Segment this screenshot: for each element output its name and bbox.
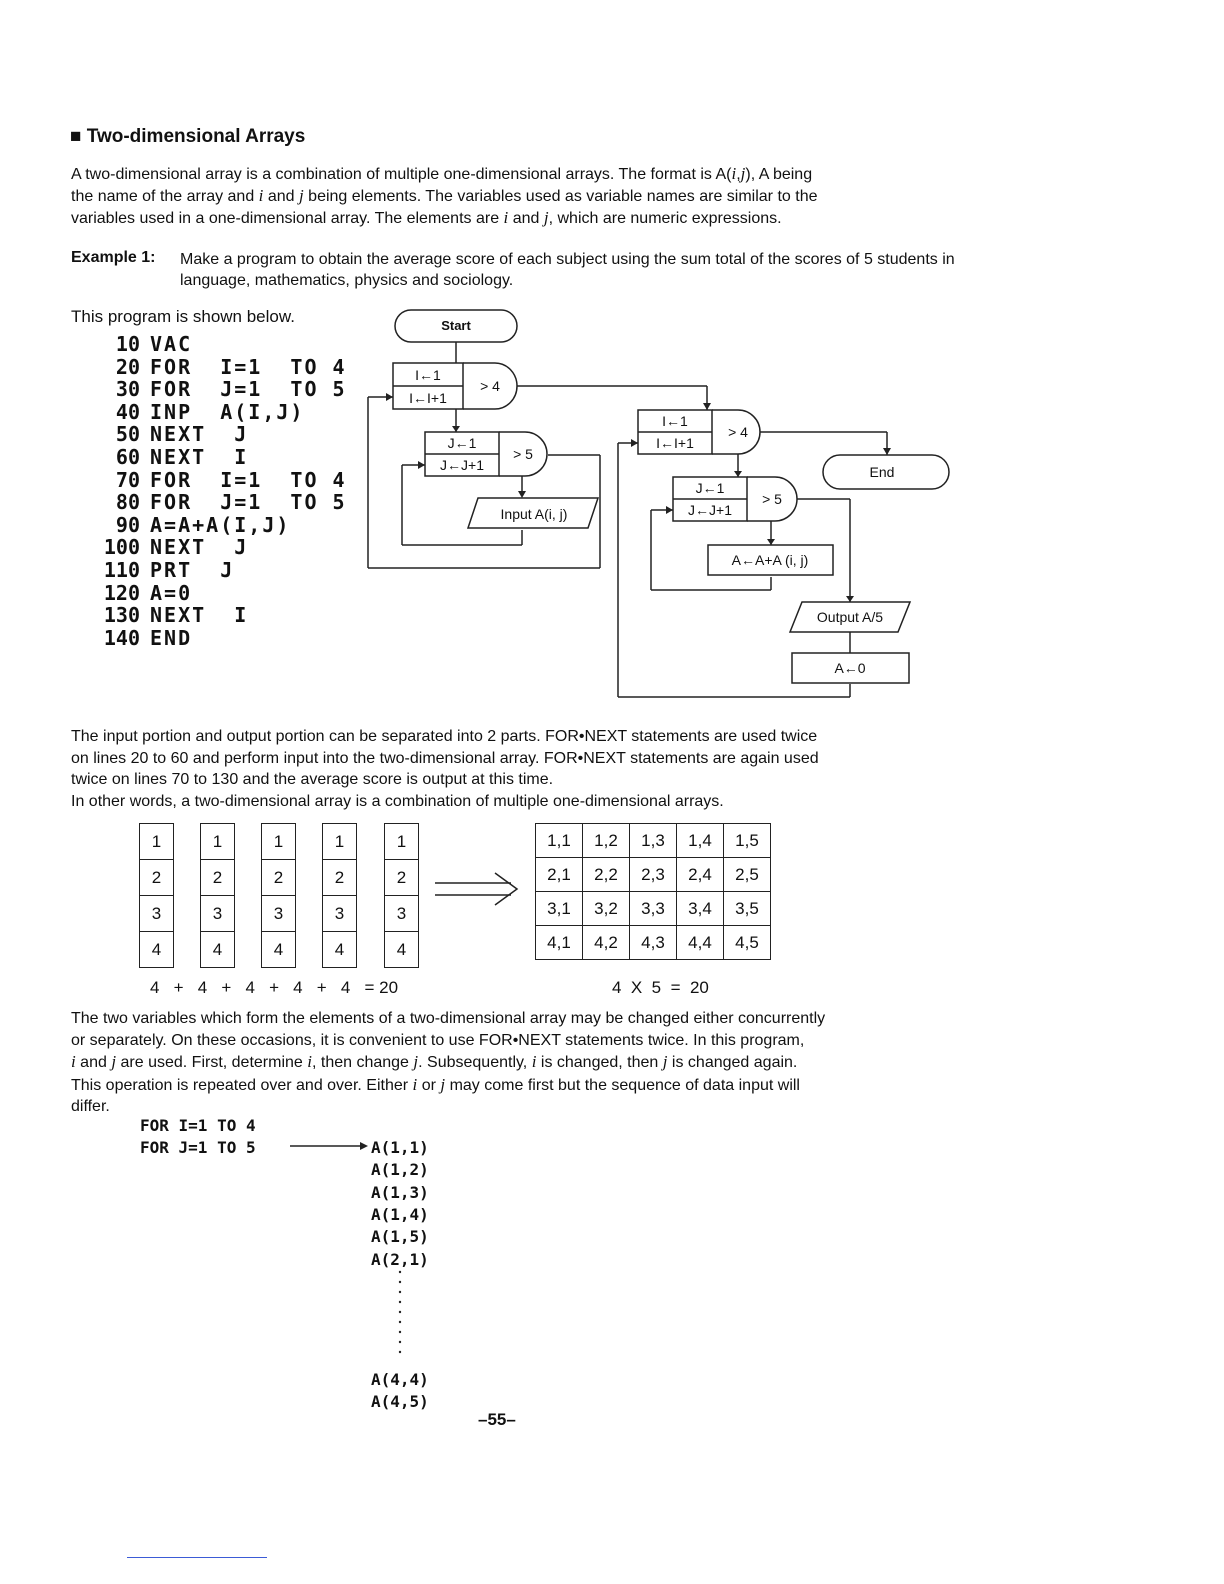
grid-cell: 2,1 <box>536 858 583 892</box>
for-j-line: FOR J=1 TO 5 <box>140 1138 256 1157</box>
for-i-line: FOR I=1 TO 4 <box>140 1116 256 1135</box>
one-dim-array <box>384 823 419 968</box>
one-dim-cell: 3 <box>385 896 418 932</box>
program-line-number: 100 <box>103 535 140 560</box>
grid-cell: 4,3 <box>630 926 677 960</box>
two-dimensional-grid <box>535 823 771 960</box>
grid-cell: 3,3 <box>630 892 677 926</box>
grid-cell: 4,1 <box>536 926 583 960</box>
one-dim-cell: 2 <box>262 860 295 896</box>
one-dim-cell: 2 <box>201 860 234 896</box>
program-line-number: 10 <box>115 332 140 356</box>
grid-cell: 2,4 <box>677 858 724 892</box>
sequence-tail-item: A(4,5) <box>371 1392 429 1412</box>
explanation-paragraph <box>71 726 957 812</box>
grid-cell: 1,1 <box>536 824 583 858</box>
end-label: End <box>869 464 895 480</box>
program-line-number: 30 <box>115 377 140 402</box>
program-line-text: FOR I=1 TO 4 <box>150 354 347 379</box>
concurrency-line-2: or separately. On these occasions, it is convenient to use FOR•NEXT statements twice. In this program, <box>71 1031 805 1049</box>
grid-cell: 3,4 <box>677 892 724 926</box>
one-dim-cell: 2 <box>323 860 356 896</box>
intro-paragraph <box>71 163 957 229</box>
grid-row <box>536 892 771 926</box>
program-line-text: FOR J=1 TO 5 <box>150 490 347 515</box>
one-dim-cell: 3 <box>262 896 295 932</box>
grid-cell: 1,3 <box>630 824 677 858</box>
flowchart <box>360 300 960 705</box>
accumulate-label: A←A+A (i, j) <box>731 552 809 568</box>
grid-cell: 3,1 <box>536 892 583 926</box>
sequence-tail-item: A(4,4) <box>371 1370 429 1389</box>
one-dim-cell: 1 <box>140 824 173 860</box>
program-line-text: NEXT J <box>150 535 249 560</box>
one-dim-cell: 1 <box>201 824 234 860</box>
program-line-text: END <box>150 625 193 650</box>
double-arrow <box>433 870 523 910</box>
sequence-item: A(1,2) <box>371 1160 429 1180</box>
intro-line-2: the name of the array and i and j being elements. The variables used as variable names are similar to the <box>71 186 818 205</box>
sequence-item: A(1,4) <box>371 1204 429 1224</box>
one-dim-cell: 4 <box>212 939 223 959</box>
program-line-number: 50 <box>115 422 140 447</box>
one-dim-cell: 1 <box>262 824 295 860</box>
page-number: –55– <box>478 1410 516 1429</box>
program-line-text: NEXT I <box>150 603 249 628</box>
program-line-text: NEXT I <box>150 445 249 469</box>
grid-cell: 1,5 <box>724 824 771 858</box>
example-text: Make a program to obtain the average score of each subject using the sum total of the scores of 5 students in language, mathematics, physics and sociology. <box>180 251 955 289</box>
one-dim-array <box>139 823 174 968</box>
grid-row <box>536 824 771 858</box>
one-dim-cell: 4 <box>396 939 407 959</box>
one-dim-cell: 3 <box>201 896 234 932</box>
program-line-text: A=0 <box>150 580 193 605</box>
grid-cell: 3,2 <box>583 892 630 926</box>
concurrency-line-1: The two variables which form the elements of a two-dimensional array may be changed either concurrently <box>71 1010 826 1027</box>
program-intro: This program is shown below. <box>71 307 295 326</box>
program-line-number: 90 <box>115 512 140 537</box>
output-label: Output A/5 <box>816 609 884 625</box>
sequence-item: A(1,1) <box>371 1138 429 1157</box>
program-line-number: 40 <box>115 399 140 424</box>
one-dim-cell: 3 <box>140 896 173 932</box>
program-line-text: VAC <box>150 332 193 356</box>
one-dim-cell: 3 <box>323 896 356 932</box>
i-inc-1: I←I+1 <box>409 390 447 406</box>
start-label: Start <box>441 318 471 333</box>
grid-cell: 1,2 <box>583 824 630 858</box>
program-line-number: 110 <box>103 558 140 582</box>
program-line-number: 140 <box>103 625 140 650</box>
one-dim-cell: 4 <box>151 939 162 959</box>
grid-cell: 4,5 <box>724 926 771 960</box>
concurrency-line-3: i and j are used. First, determine i, then change j. Subsequently, i is changed, then j is changed again. <box>71 1052 798 1071</box>
sequence-item: A(1,3) <box>371 1182 429 1202</box>
grid-cell: 4,4 <box>677 926 724 960</box>
reset-label: A←0 <box>834 660 866 676</box>
program-line-number: 80 <box>115 490 140 515</box>
i-cond-2: > 4 <box>728 424 748 440</box>
grid-cell: 1,4 <box>677 824 724 858</box>
grid-row <box>536 926 771 960</box>
program-line-number: 20 <box>115 354 140 379</box>
explanation-line-3: twice on lines 70 to 130 and the average score is output at this time. <box>71 771 554 788</box>
grid-cell: 2,3 <box>630 858 677 892</box>
i-cond-1: > 4 <box>480 378 500 394</box>
section-heading: ■ Two-dimensional Arrays <box>70 126 306 147</box>
sequence-item: A(1,5) <box>371 1227 429 1247</box>
one-dim-cell: 2 <box>140 860 173 896</box>
program-line-text: FOR J=1 TO 5 <box>150 377 347 402</box>
program-line-text: INP A(I,J) <box>150 399 305 424</box>
footer-rule <box>127 1557 267 1558</box>
i-init-2: I←1 <box>662 413 688 429</box>
one-dim-cell: 1 <box>385 824 418 860</box>
concurrency-line-5: differ. <box>71 1098 110 1115</box>
one-dim-cell: 4 <box>334 939 345 959</box>
example-label: Example 1: <box>71 249 156 266</box>
program-line-text: NEXT J <box>150 422 249 447</box>
i-init-1: I←1 <box>415 367 441 383</box>
concurrency-paragraph <box>71 1008 957 1118</box>
j-cond-2: > 5 <box>762 491 782 507</box>
grid-row <box>536 858 771 892</box>
one-dim-cell: 1 <box>323 824 356 860</box>
program-line-number: 120 <box>103 580 140 605</box>
one-dim-cell: 2 <box>385 860 418 896</box>
one-dim-array <box>200 823 235 968</box>
concurrency-line-4: This operation is repeated over and over. Either i or j may come first but the sequence of data input will <box>71 1074 800 1094</box>
one-dim-array <box>322 823 357 968</box>
explanation-line-2: on lines 20 to 60 and perform input into the two-dimensional array. FOR•NEXT statements are again used <box>71 749 819 767</box>
grid-cell: 4,2 <box>583 926 630 960</box>
program-line-text: FOR I=1 TO 4 <box>150 467 347 492</box>
explanation-line-4: In other words, a two-dimensional array is a combination of multiple one-dimensional arrays. <box>71 792 724 810</box>
sum-left: 4 + 4 + 4 + 4 + 4 = 20 <box>150 978 399 997</box>
ellipsis-dots <box>396 1268 404 1368</box>
j-cond-1: > 5 <box>513 446 533 462</box>
input-label: Input A(i, j) <box>500 506 568 522</box>
one-dim-array <box>261 823 296 968</box>
j-init-2: J←1 <box>695 480 725 496</box>
grid-cell: 2,5 <box>724 858 771 892</box>
j-inc-2: J←J+1 <box>688 502 732 518</box>
grid-cell: 3,5 <box>724 892 771 926</box>
grid-cell: 2,2 <box>583 858 630 892</box>
explanation-line-1: The input portion and output portion can be separated into 2 parts. FOR•NEXT statements are used twice <box>71 728 818 745</box>
sequence-arrow <box>290 1138 370 1154</box>
intro-line-1: A two-dimensional array is a combination of multiple one-dimensional arrays. The format is A(i,j), A being <box>71 164 813 183</box>
j-init-1: J←1 <box>447 435 477 451</box>
program-line-text: A=A+A(I,J) <box>150 512 291 537</box>
sum-right: 4 X 5 = 20 <box>612 978 709 997</box>
i-inc-2: I←I+1 <box>656 435 694 451</box>
j-inc-1: J←J+1 <box>440 457 484 473</box>
program-line-number: 70 <box>115 467 140 492</box>
program-line-number: 130 <box>103 603 140 628</box>
program-line-number: 60 <box>115 445 140 469</box>
program-line-text: PRT J <box>150 558 235 582</box>
intro-line-3: variables used in a one-dimensional array. The elements are i and j, which are numeric expressions. <box>71 208 782 227</box>
one-dim-cell: 4 <box>273 939 284 959</box>
sequence-item: A(2,1) <box>371 1249 429 1269</box>
